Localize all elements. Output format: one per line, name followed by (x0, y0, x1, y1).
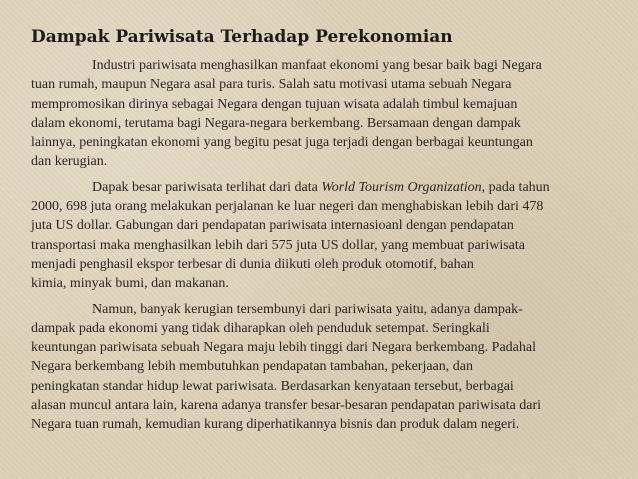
paragraph-2-line-4: transportasi maka menghasilkan lebih dari 575 juta US dollar, yang membuat pariwisata (31, 237, 525, 253)
paragraph-3-line-2: dampak pada ekonomi yang tidak diharapkan oleh penduduk setempat. Seringkali (31, 320, 490, 336)
page-title: Dampak Pariwisata Terhadap Perekonomian (31, 27, 453, 47)
paragraph-2-line-5: menjadi penghasil ekspor terbesar di dunia diikuti oleh produk otomotif, bahan (31, 256, 474, 272)
slide-content (31, 26, 607, 441)
paragraph-3-line-7: Negara tuan rumah, kemudian kurang diperhatikannya bisnis dan produk dalam negeri. (31, 417, 520, 433)
paragraph-3-line-1: Namun, banyak kerugian tersembunyi dari pariwisata yaitu, adanya dampak- (92, 301, 523, 317)
paragraph-2-line-6: kimia, minyak bumi, dan makanan. (31, 276, 229, 292)
paragraph-2-line-1-after: , pada tahun (481, 179, 550, 195)
paragraph-3-line-4: Negara berkembang lebih membutuhkan pendapatan tambahan, pekerjaan, dan (31, 359, 473, 375)
paragraph-1-line-3: mempromosikan dirinya sebagai Negara dengan tujuan wisata adalah timbul kemajuan (31, 96, 518, 112)
paragraph-2-line-3: juta US dollar. Gabungan dari pendapatan pariwisata internasioanl dengan pendapatan (31, 218, 514, 234)
paragraph-3-line-5: peningkatan standar hidup lewat pariwisata. Berdasarkan kenyataan tersebut, berbagai (31, 378, 514, 394)
paragraph-1-line-4: dalam ekonomi, terutama bagi Negara-negara berkembang. Bersamaan dengan dampak (31, 115, 521, 131)
paragraph-3-line-6: alasan muncul antara lain, karena adanya transfer besar-besaran pendapatan pariwisata dari (31, 398, 542, 414)
paragraph-3-line-3: keuntungan pariwisata sebuah Negara maju lebih tinggi dari Negara berkembang. Padahal (31, 340, 536, 356)
organization-name: World Tourism Organization (321, 179, 482, 195)
paragraph-1-line-6: dan kerugian. (31, 154, 108, 170)
paragraph-3 (31, 300, 607, 435)
paragraph-2-line-1-before: Dapak besar pariwisata terlihat dari data (92, 179, 322, 195)
paragraph-2-line-2: 2000, 698 juta orang melakukan perjalanan ke luar negeri dan menghabiskan lebih dari 478 (31, 199, 544, 215)
paragraph-2 (31, 178, 607, 294)
paragraph-1 (31, 56, 607, 172)
paragraph-1-line-1: Industri pariwisata menghasilkan manfaat ekonomi yang besar baik bagi Negara (92, 58, 542, 73)
paragraph-1-line-2: tuan rumah, maupun Negara asal para turis. Salah satu motivasi utama sebuah Negara (31, 77, 512, 93)
paragraph-1-line-5: lainnya, peningkatan ekonomi yang begitu pesat juga terjadi dengan berbagai keuntungan (31, 135, 533, 151)
